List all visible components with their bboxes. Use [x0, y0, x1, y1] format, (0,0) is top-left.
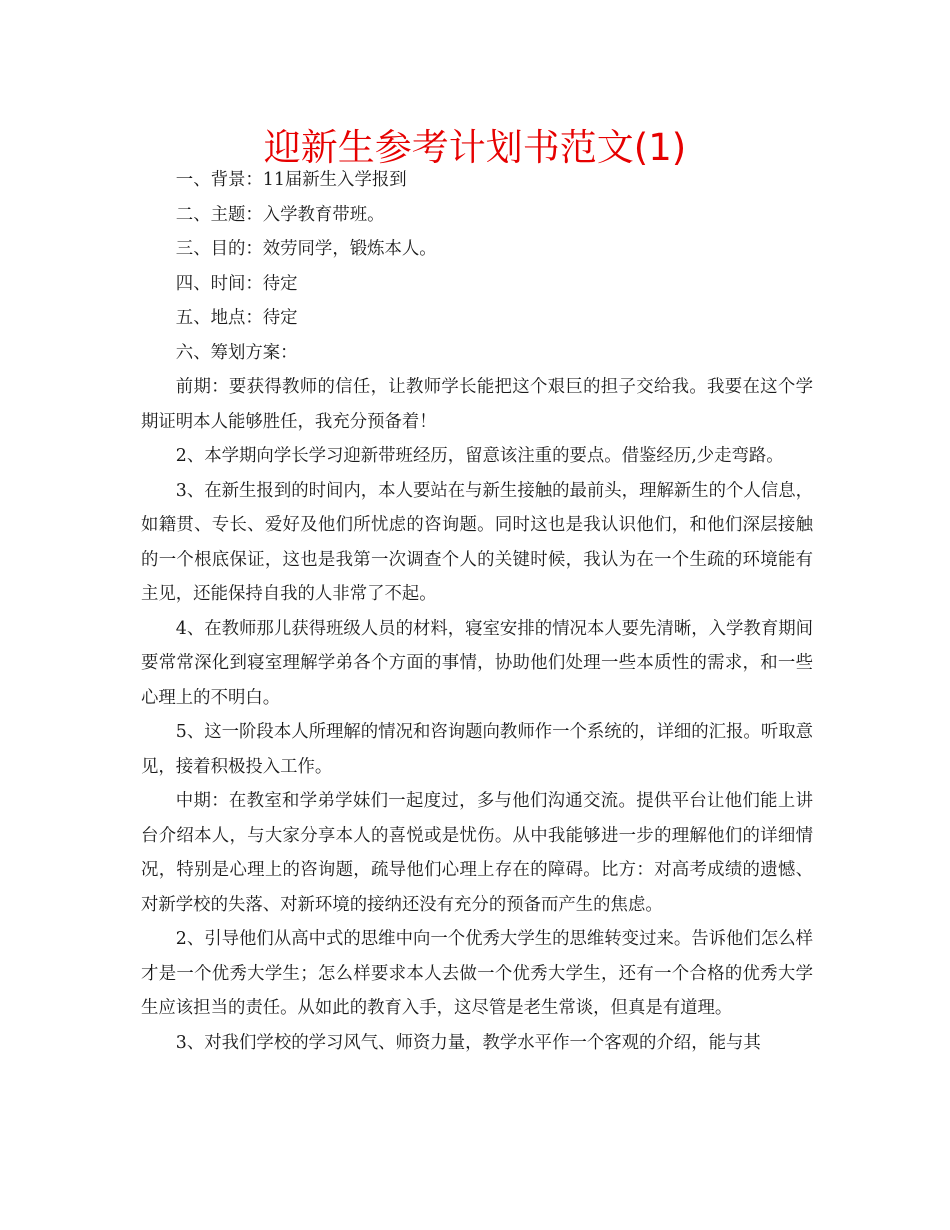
paragraph-location: 五、地点：待定: [175, 308, 298, 328]
paragraph-early-5: 5、这一阶段本人所理解的情况和咨询题向教师作一个系统的，详细的汇报。听取意见，接着积极投入工作。: [141, 722, 813, 777]
paragraph-middle-3: 3、对我们学校的学习风气、师资力量，教学水平作一个客观的介绍，能与其: [175, 1032, 761, 1053]
paragraph-background: 一、背景：11届新生入学报到: [175, 170, 407, 190]
paragraph-theme: 二、主题：入学教育带班。: [175, 204, 385, 225]
paragraph-early-2: 2、本学期向学长学习迎新带班经历，留意该注重的要点。借鉴经历,少走弯路。: [175, 446, 784, 466]
paragraph-time: 四、时间：待定: [175, 273, 298, 294]
paragraph-middle-stage: 中期：在教室和学弟学妹们一起度过，多与他们沟通交流。提供平台让他们能上讲台介绍本人，与大家分享本人的喜悦或是忧伤。从中我能够进一步的理解他们的详细情况，特别是心理上的咨询题，疏导他们心理上存在的障碍。比方：对高考成绩的遗憾、对新学校的失落、对新环境的接纳还没有充分的预备而产生的焦虑。: [141, 791, 813, 915]
document-title: 迎新生参考计划书范文(1): [263, 126, 687, 169]
document-body: [141, 163, 813, 1060]
paragraph-early-4: 4、在教师那儿获得班级人员的材料，寝室安排的情况本人要先清晰，入学教育期间要常常深化到寝室理解学弟各个方面的事情，协助他们处理一些本质性的需求，和一些心理上的不明白。: [141, 618, 813, 708]
paragraph-purpose: 三、目的：效劳同学，锻炼本人。: [175, 239, 437, 259]
paragraph-middle-2: 2、引导他们从高中式的思维中向一个优秀大学生的思维转变过来。告诉他们怎么样才是一个优秀大学生；怎么样要求本人去做一个优秀大学生，还有一个合格的优秀大学生应该担当的责任。从如此的教育入手，这尽管是老生常谈，但真是有道理。: [141, 929, 813, 1018]
paragraph-plan-heading: 六、筹划方案：: [175, 342, 298, 363]
paragraph-early-3: 3、在新生报到的时间内，本人要站在与新生接触的最前头，理解新生的个人信息，如籍贯、专长、爱好及他们所忧虑的咨询题。同时这也是我认识他们，和他们深层接触的一个根底保证，这也是我第一次调查个人的关键时候，我认为在一个生疏的环境能有主见，还能保持自我的人非常了不起。: [141, 480, 813, 604]
paragraph-early-stage: 前期：要获得教师的信任，让教师学长能把这个艰巨的担子交给我。我要在这个学期证明本人能够胜任，我充分预备着！: [141, 377, 813, 432]
